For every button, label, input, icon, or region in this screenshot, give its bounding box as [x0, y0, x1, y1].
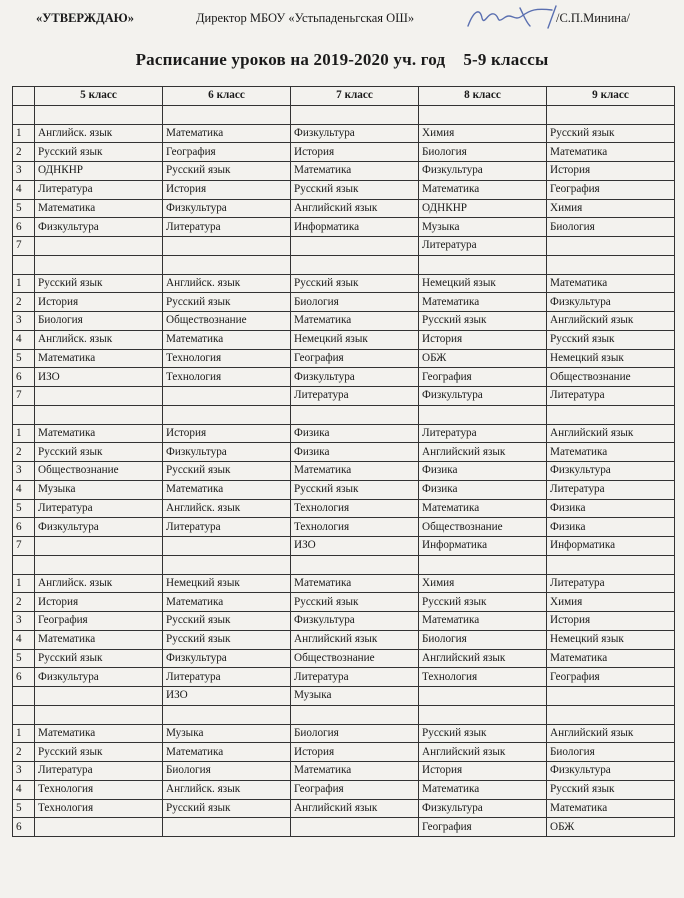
subject-cell: Русский язык	[419, 593, 547, 612]
subject-cell: Математика	[291, 462, 419, 481]
subject-cell: География	[291, 780, 419, 799]
subject-cell	[547, 237, 675, 256]
lesson-number: 3	[13, 462, 35, 481]
empty-cell	[547, 255, 675, 274]
subject-cell: Литература	[35, 499, 163, 518]
subject-cell: Химия	[547, 593, 675, 612]
subject-cell: Русский язык	[35, 649, 163, 668]
subject-cell: Физкультура	[547, 293, 675, 312]
header-cell: 5 класс	[35, 87, 163, 106]
subject-cell: География	[419, 818, 547, 837]
empty-cell	[13, 405, 35, 424]
subject-cell: Биология	[35, 312, 163, 331]
subject-cell: Русский язык	[35, 274, 163, 293]
subject-cell: География	[291, 349, 419, 368]
empty-cell	[291, 405, 419, 424]
lesson-number: 4	[13, 180, 35, 199]
subject-cell: Математика	[291, 162, 419, 181]
subject-cell: ОДНКНР	[35, 162, 163, 181]
subject-cell: Литература	[419, 424, 547, 443]
lesson-number: 1	[13, 424, 35, 443]
subject-cell: Музыка	[291, 687, 419, 706]
subject-cell: Физика	[291, 424, 419, 443]
table-row	[13, 462, 675, 481]
subject-cell: Немецкий язык	[163, 574, 291, 593]
subject-cell: ОБЖ	[547, 818, 675, 837]
subject-cell: Английский язык	[419, 443, 547, 462]
table-row	[13, 612, 675, 631]
header-cell: 7 класс	[291, 87, 419, 106]
empty-cell	[163, 405, 291, 424]
table-row	[13, 424, 675, 443]
subject-cell: Русский язык	[419, 312, 547, 331]
subject-cell: Английск. язык	[35, 330, 163, 349]
subject-cell	[547, 687, 675, 706]
empty-cell	[419, 405, 547, 424]
subject-cell: Биология	[163, 762, 291, 781]
subject-cell: Биология	[547, 743, 675, 762]
subject-cell: Английск. язык	[163, 274, 291, 293]
lesson-number: 4	[13, 330, 35, 349]
table-row	[13, 499, 675, 518]
lesson-number: 2	[13, 293, 35, 312]
subject-cell: Физкультура	[419, 387, 547, 406]
lesson-number: 3	[13, 762, 35, 781]
table-row	[13, 687, 675, 706]
subject-cell: Английск. язык	[163, 499, 291, 518]
subject-cell: Обществознание	[547, 368, 675, 387]
subject-cell: Физкультура	[163, 443, 291, 462]
empty-cell	[291, 255, 419, 274]
separator-row	[13, 105, 675, 124]
subject-cell: Русский язык	[163, 162, 291, 181]
table-row	[13, 593, 675, 612]
empty-cell	[163, 555, 291, 574]
subject-cell: История	[547, 612, 675, 631]
table-row	[13, 649, 675, 668]
header-cell: 6 класс	[163, 87, 291, 106]
table-row	[13, 274, 675, 293]
subject-cell: Математика	[291, 574, 419, 593]
schedule-body	[13, 105, 675, 836]
lesson-number: 2	[13, 743, 35, 762]
subject-cell: Биология	[291, 724, 419, 743]
lesson-number: 7	[13, 537, 35, 556]
table-row	[13, 818, 675, 837]
subject-cell: Математика	[547, 443, 675, 462]
lesson-number: 6	[13, 518, 35, 537]
subject-cell: Физкультура	[35, 668, 163, 687]
lesson-number: 6	[13, 368, 35, 387]
subject-cell: Биология	[291, 293, 419, 312]
subject-cell: История	[35, 593, 163, 612]
empty-cell	[291, 705, 419, 724]
subject-cell: Обществознание	[163, 312, 291, 331]
empty-cell	[291, 105, 419, 124]
subject-cell: Технология	[35, 799, 163, 818]
subject-cell: Русский язык	[35, 743, 163, 762]
subject-cell: Математика	[419, 780, 547, 799]
subject-cell: Русский язык	[35, 143, 163, 162]
subject-cell: Физкультура	[291, 612, 419, 631]
subject-cell: Математика	[419, 180, 547, 199]
empty-cell	[13, 555, 35, 574]
subject-cell: Литература	[419, 237, 547, 256]
lesson-number: 3	[13, 162, 35, 181]
subject-cell	[163, 387, 291, 406]
subject-cell: Математика	[35, 724, 163, 743]
lesson-number: 2	[13, 443, 35, 462]
subject-cell: Технология	[419, 668, 547, 687]
separator-row	[13, 255, 675, 274]
subject-cell	[35, 387, 163, 406]
empty-cell	[35, 105, 163, 124]
table-row	[13, 724, 675, 743]
lesson-number: 1	[13, 574, 35, 593]
subject-cell: Русский язык	[163, 799, 291, 818]
table-row	[13, 162, 675, 181]
table-row	[13, 668, 675, 687]
lesson-number: 2	[13, 593, 35, 612]
subject-cell: История	[163, 424, 291, 443]
subject-cell: Литература	[35, 180, 163, 199]
table-row	[13, 180, 675, 199]
subject-cell: Русский язык	[291, 593, 419, 612]
subject-cell: Физика	[547, 499, 675, 518]
subject-cell	[35, 687, 163, 706]
subject-cell: ОБЖ	[419, 349, 547, 368]
subject-cell: Информатика	[291, 218, 419, 237]
subject-cell: Музыка	[35, 480, 163, 499]
lesson-number: 6	[13, 818, 35, 837]
subject-cell: Русский язык	[163, 612, 291, 631]
subject-cell: География	[419, 368, 547, 387]
subject-cell	[35, 237, 163, 256]
subject-cell: Математика	[163, 743, 291, 762]
subject-cell: ИЗО	[35, 368, 163, 387]
subject-cell: ИЗО	[163, 687, 291, 706]
subject-cell: Химия	[547, 199, 675, 218]
subject-cell: Литература	[35, 762, 163, 781]
subject-cell: Информатика	[419, 537, 547, 556]
subject-cell: Русский язык	[291, 480, 419, 499]
subject-cell: Русский язык	[419, 724, 547, 743]
subject-cell	[35, 818, 163, 837]
subject-cell: История	[419, 762, 547, 781]
subject-cell: Математика	[547, 799, 675, 818]
subject-cell: История	[291, 143, 419, 162]
empty-cell	[547, 555, 675, 574]
empty-cell	[13, 255, 35, 274]
empty-cell	[163, 705, 291, 724]
subject-cell: Музыка	[163, 724, 291, 743]
subject-cell: Английский язык	[291, 799, 419, 818]
subject-cell: Русский язык	[291, 274, 419, 293]
subject-cell: Биология	[419, 143, 547, 162]
approval-label: «УТВЕРЖДАЮ»	[36, 11, 134, 25]
subject-cell: Литература	[163, 218, 291, 237]
subject-cell: Математика	[547, 274, 675, 293]
title-main: Расписание уроков на 2019-2020 уч. год	[135, 50, 446, 69]
table-row	[13, 124, 675, 143]
subject-cell	[163, 537, 291, 556]
table-row	[13, 387, 675, 406]
subject-cell: Химия	[419, 574, 547, 593]
subject-cell: Математика	[163, 593, 291, 612]
subject-cell: История	[419, 330, 547, 349]
subject-cell: Математика	[291, 312, 419, 331]
subject-cell: Физкультура	[291, 368, 419, 387]
subject-cell: География	[547, 180, 675, 199]
subject-cell: Литература	[291, 668, 419, 687]
empty-cell	[291, 555, 419, 574]
subject-cell: Немецкий язык	[291, 330, 419, 349]
page-title	[0, 50, 684, 70]
empty-cell	[547, 405, 675, 424]
subject-cell: Математика	[547, 143, 675, 162]
subject-cell: Русский язык	[163, 630, 291, 649]
empty-cell	[35, 555, 163, 574]
subject-cell: Русский язык	[35, 443, 163, 462]
subject-cell: Математика	[35, 630, 163, 649]
subject-cell: Обществознание	[419, 518, 547, 537]
subject-cell: Русский язык	[163, 462, 291, 481]
subject-cell: История	[291, 743, 419, 762]
empty-cell	[35, 405, 163, 424]
subject-cell: Математика	[35, 424, 163, 443]
subject-cell: Математика	[35, 199, 163, 218]
table-row	[13, 218, 675, 237]
lesson-number: 6	[13, 668, 35, 687]
subject-cell	[163, 237, 291, 256]
subject-cell: Музыка	[419, 218, 547, 237]
subject-cell: История	[163, 180, 291, 199]
table-row	[13, 349, 675, 368]
subject-cell: Литература	[547, 387, 675, 406]
subject-cell: История	[547, 162, 675, 181]
subject-cell: Математика	[163, 480, 291, 499]
subject-cell: Физика	[291, 443, 419, 462]
subject-cell: ИЗО	[291, 537, 419, 556]
subject-cell: Технология	[291, 518, 419, 537]
subject-cell: Математика	[419, 293, 547, 312]
empty-cell	[419, 555, 547, 574]
subject-cell: Английск. язык	[163, 780, 291, 799]
subject-cell: ОДНКНР	[419, 199, 547, 218]
table-row	[13, 630, 675, 649]
subject-cell: Литература	[547, 480, 675, 499]
table-row	[13, 443, 675, 462]
header-cell	[13, 87, 35, 106]
subject-cell: Английск. язык	[35, 574, 163, 593]
lesson-number: 7	[13, 387, 35, 406]
subject-cell: Русский язык	[291, 180, 419, 199]
table-row	[13, 368, 675, 387]
table-row	[13, 743, 675, 762]
lesson-number	[13, 687, 35, 706]
table-row	[13, 330, 675, 349]
subject-cell: Физкультура	[547, 462, 675, 481]
empty-cell	[35, 255, 163, 274]
subject-cell: Технология	[291, 499, 419, 518]
subject-cell: Физкультура	[291, 124, 419, 143]
approval-header	[36, 8, 674, 30]
table-row	[13, 799, 675, 818]
subject-cell: Русский язык	[547, 330, 675, 349]
lesson-number: 4	[13, 780, 35, 799]
subject-cell	[291, 237, 419, 256]
subject-cell: Математика	[291, 762, 419, 781]
subject-cell: Немецкий язык	[419, 274, 547, 293]
subject-cell: Литература	[547, 574, 675, 593]
separator-row	[13, 705, 675, 724]
lesson-number: 4	[13, 480, 35, 499]
subject-cell: Физика	[547, 518, 675, 537]
subject-cell: Обществознание	[35, 462, 163, 481]
empty-cell	[419, 105, 547, 124]
subject-cell	[419, 687, 547, 706]
subject-cell: Английский язык	[547, 424, 675, 443]
lesson-number: 5	[13, 649, 35, 668]
subject-cell: Литература	[291, 387, 419, 406]
subject-cell: Химия	[419, 124, 547, 143]
subject-cell: География	[35, 612, 163, 631]
subject-cell: Физкультура	[35, 218, 163, 237]
subject-cell: Математика	[419, 499, 547, 518]
lesson-number: 7	[13, 237, 35, 256]
subject-cell: Математика	[163, 124, 291, 143]
subject-cell	[163, 818, 291, 837]
subject-cell: Физкультура	[35, 518, 163, 537]
empty-cell	[547, 705, 675, 724]
empty-cell	[35, 705, 163, 724]
subject-cell: Физкультура	[419, 799, 547, 818]
separator-row	[13, 405, 675, 424]
table-row	[13, 537, 675, 556]
table-row	[13, 480, 675, 499]
table-row	[13, 780, 675, 799]
subject-cell: Физика	[419, 462, 547, 481]
separator-row	[13, 555, 675, 574]
subject-cell: Физкультура	[419, 162, 547, 181]
table-header-row	[13, 87, 675, 106]
subject-cell: Математика	[163, 330, 291, 349]
lesson-number: 1	[13, 724, 35, 743]
subject-cell: Литература	[163, 518, 291, 537]
lesson-number: 1	[13, 274, 35, 293]
lesson-number: 2	[13, 143, 35, 162]
subject-cell: Английский язык	[547, 312, 675, 331]
subject-cell: Математика	[419, 612, 547, 631]
subject-cell: Английск. язык	[35, 124, 163, 143]
subject-cell: Английский язык	[419, 649, 547, 668]
table-row	[13, 293, 675, 312]
lesson-number: 6	[13, 218, 35, 237]
lesson-number: 3	[13, 612, 35, 631]
subject-cell	[291, 818, 419, 837]
subject-cell: Технология	[35, 780, 163, 799]
subject-cell: Русский язык	[163, 293, 291, 312]
subject-cell: Физкультура	[163, 649, 291, 668]
table-row	[13, 143, 675, 162]
title-classes: 5-9 классы	[463, 50, 549, 69]
table-row	[13, 762, 675, 781]
header-cell: 9 класс	[547, 87, 675, 106]
lesson-number: 3	[13, 312, 35, 331]
schedule-table	[12, 86, 675, 837]
table-row	[13, 518, 675, 537]
subject-cell: Английский язык	[419, 743, 547, 762]
subject-cell: Технология	[163, 368, 291, 387]
subject-cell: Информатика	[547, 537, 675, 556]
lesson-number: 1	[13, 124, 35, 143]
subject-cell: История	[35, 293, 163, 312]
subject-cell: Биология	[547, 218, 675, 237]
subject-cell: Биология	[419, 630, 547, 649]
table-row	[13, 237, 675, 256]
empty-cell	[163, 105, 291, 124]
subject-cell: Литература	[163, 668, 291, 687]
table-row	[13, 574, 675, 593]
empty-cell	[419, 255, 547, 274]
subject-cell: Физкультура	[163, 199, 291, 218]
subject-cell: Английский язык	[547, 724, 675, 743]
table-row	[13, 312, 675, 331]
empty-cell	[13, 105, 35, 124]
lesson-number: 4	[13, 630, 35, 649]
subject-cell: Обществознание	[291, 649, 419, 668]
table-row	[13, 199, 675, 218]
lesson-number: 5	[13, 799, 35, 818]
subject-cell: Английский язык	[291, 630, 419, 649]
subject-cell: Русский язык	[547, 780, 675, 799]
empty-cell	[547, 105, 675, 124]
subject-cell: Немецкий язык	[547, 349, 675, 368]
header-cell: 8 класс	[419, 87, 547, 106]
subject-cell: Математика	[35, 349, 163, 368]
subject-cell: Английский язык	[291, 199, 419, 218]
lesson-number: 5	[13, 499, 35, 518]
lesson-number: 5	[13, 349, 35, 368]
subject-cell: Физика	[419, 480, 547, 499]
subject-cell: Математика	[547, 649, 675, 668]
subject-cell: Технология	[163, 349, 291, 368]
signer-name: /С.П.Минина/	[556, 11, 630, 25]
subject-cell: География	[547, 668, 675, 687]
subject-cell: Немецкий язык	[547, 630, 675, 649]
lesson-number: 5	[13, 199, 35, 218]
subject-cell	[35, 537, 163, 556]
director-title: Директор МБОУ «Устьпаденьгская ОШ»	[196, 11, 415, 25]
empty-cell	[419, 705, 547, 724]
empty-cell	[13, 705, 35, 724]
subject-cell: Физкультура	[547, 762, 675, 781]
empty-cell	[163, 255, 291, 274]
subject-cell: География	[163, 143, 291, 162]
subject-cell: Русский язык	[547, 124, 675, 143]
